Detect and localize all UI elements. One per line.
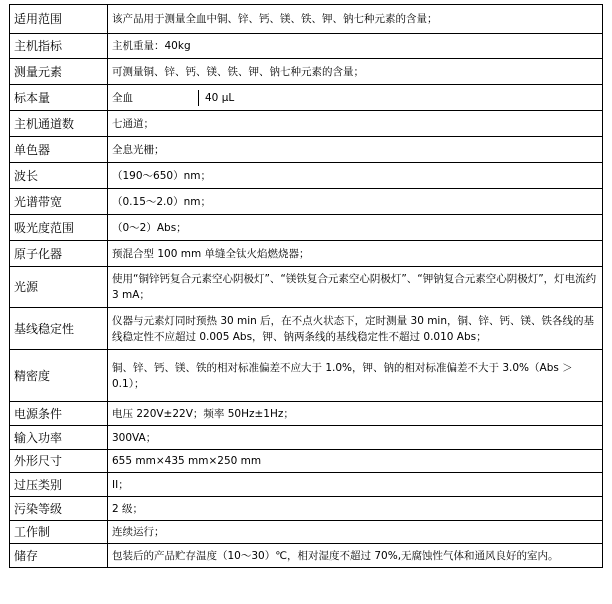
row-value: 电压 220V±22V；频率 50Hz±1Hz； <box>108 402 603 426</box>
table-row <box>10 521 603 544</box>
row-value: （0～2）Abs； <box>108 215 603 241</box>
specimen-type: 全血 <box>112 91 133 104</box>
table-row <box>10 308 603 350</box>
row-label: 储存 <box>10 544 108 568</box>
table-row <box>10 350 603 402</box>
row-value: 预混合型 100 mm 单缝全钛火焰燃烧器； <box>108 241 603 267</box>
table-row <box>10 59 603 85</box>
table-row <box>10 137 603 163</box>
row-label: 外形尺寸 <box>10 450 108 473</box>
row-label: 精密度 <box>10 350 108 402</box>
row-label: 污染等级 <box>10 497 108 521</box>
row-value: 仪器与元素灯同时预热 30 min 后，在不点火状态下，定时测量 30 min，铜、锌、钙、镁、铁各线的基线稳定性不应超过 0.005 Abs，钾、钠两条线的基线稳定性不超过 0.010 Abs； <box>108 308 603 350</box>
table-row <box>10 473 603 497</box>
row-value: 全息光栅； <box>108 137 603 163</box>
row-label: 基线稳定性 <box>10 308 108 350</box>
row-label: 输入功率 <box>10 426 108 450</box>
row-label: 光谱带宽 <box>10 189 108 215</box>
row-value-split <box>108 85 603 111</box>
specimen-split-table <box>108 90 602 106</box>
row-value: 主机重量：40kg <box>108 34 603 59</box>
table-row <box>10 34 603 59</box>
row-label: 标本量 <box>10 85 108 111</box>
row-value: 可测量铜、锌、钙、镁、铁、钾、钠七种元素的含量； <box>108 59 603 85</box>
row-label: 适用范围 <box>10 5 108 34</box>
table-row <box>10 450 603 473</box>
table-row <box>10 111 603 137</box>
table-row <box>10 402 603 426</box>
row-value: 使用“铜锌钙复合元素空心阴极灯”、“镁铁复合元素空心阴极灯”、“钾钠复合元素空心阴极灯”，灯电流约 3 mA； <box>108 267 603 308</box>
table-row <box>10 544 603 568</box>
row-label: 电源条件 <box>10 402 108 426</box>
row-label: 过压类别 <box>10 473 108 497</box>
row-value: （190～650）nm； <box>108 163 603 189</box>
table-row <box>10 189 603 215</box>
row-value: 连续运行； <box>108 521 603 544</box>
row-value: （0.15～2.0）nm； <box>108 189 603 215</box>
row-label: 波长 <box>10 163 108 189</box>
row-label: 吸光度范围 <box>10 215 108 241</box>
table-row <box>10 497 603 521</box>
table-row <box>10 241 603 267</box>
row-label: 主机指标 <box>10 34 108 59</box>
row-value: 铜、锌、钙、镁、铁的相对标准偏差不应大于 1.0%，钾、钠的相对标准偏差不大于 3.0%（Abs ＞0.1）； <box>108 350 603 402</box>
row-value: 七通道； <box>108 111 603 137</box>
row-label: 光源 <box>10 267 108 308</box>
row-label: 主机通道数 <box>10 111 108 137</box>
row-value: 该产品用于测量全血中铜、锌、钙、镁、铁、钾、钠七种元素的含量； <box>108 5 603 34</box>
row-label: 单色器 <box>10 137 108 163</box>
spec-table <box>9 4 603 568</box>
row-label: 原子化器 <box>10 241 108 267</box>
row-value: 2 级； <box>108 497 603 521</box>
specimen-volume: 40 μL <box>199 90 603 106</box>
row-label: 测量元素 <box>10 59 108 85</box>
table-row <box>10 215 603 241</box>
row-value: 300VA； <box>108 426 603 450</box>
row-value: II； <box>108 473 603 497</box>
row-label: 工作制 <box>10 521 108 544</box>
row-value: 655 mm×435 mm×250 mm <box>108 450 603 473</box>
table-row <box>10 85 603 111</box>
table-row <box>10 5 603 34</box>
table-row <box>10 426 603 450</box>
table-row <box>10 163 603 189</box>
row-value: 包装后的产品贮存温度（10～30）℃，相对湿度不超过 70%,无腐蚀性气体和通风良好的室内。 <box>108 544 603 568</box>
table-row <box>10 267 603 308</box>
